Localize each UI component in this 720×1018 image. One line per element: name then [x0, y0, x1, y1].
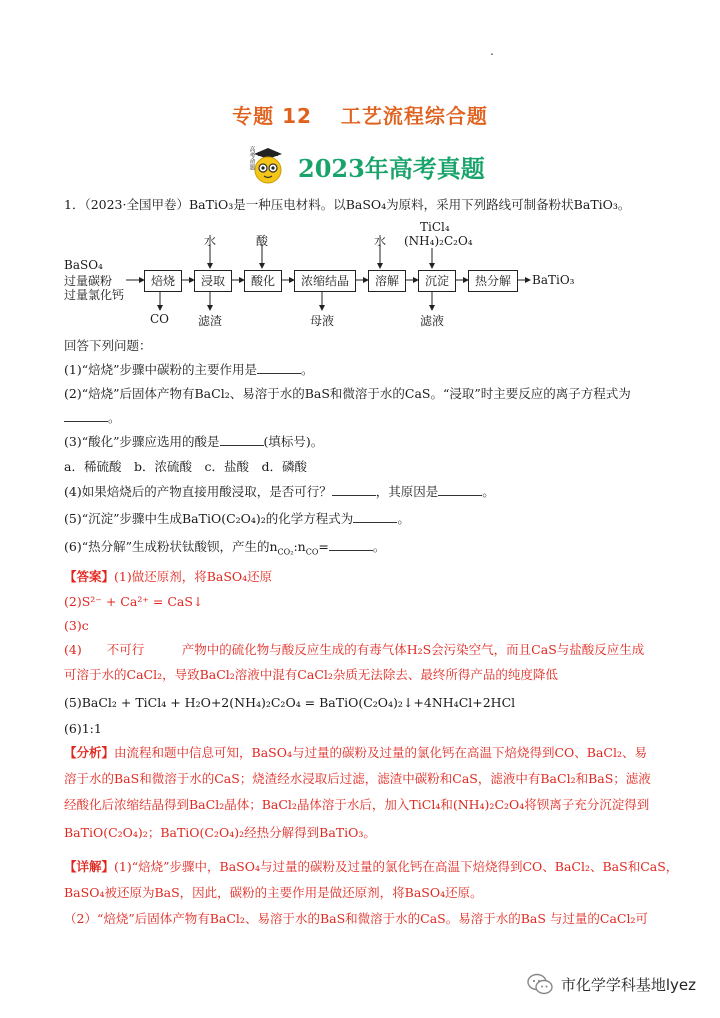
add-acid: 酸 [256, 234, 269, 248]
equals: = [318, 539, 329, 554]
add-ticl4: TiCl₄ [420, 220, 450, 234]
banner-badge-top: 高考 [248, 146, 255, 158]
answer-blank [353, 510, 397, 523]
question-3-options: a．稀硫酸 b．浓硫酸 c．盐酸 d．磷酸 [64, 459, 307, 474]
answer-blank [438, 483, 482, 496]
process-flow-diagram [64, 222, 624, 332]
detail-text-1: (1)“焙烧”步骤中，BaSO₄与过量的碳粉及过量的氯化钙在高温下焙烧得到CO、BaCl₂、BaS和CaS， [114, 859, 679, 874]
analysis-line1 [64, 744, 647, 762]
period: 。 [301, 362, 314, 377]
wechat-icon [527, 973, 553, 995]
question-5-text: (5)“沉淀”步骤中生成BaTiO(C₂O₄)₂的化学方程式为 [64, 511, 354, 526]
detail-line2: BaSO₄被还原为BaS，因此，碳粉的主要作用是做还原剂，将BaSO₄还原。 [64, 885, 483, 900]
step-decompose: 热分解 [468, 270, 518, 292]
answer-1 [64, 568, 272, 586]
step-acidify: 酸化 [244, 270, 282, 292]
step-concentrate: 浓缩结晶 [294, 270, 356, 292]
question-3 [64, 433, 323, 451]
answer-blank [332, 483, 376, 496]
output-mother-liquor: 母液 [310, 314, 335, 328]
output-residue: 滤渣 [198, 314, 223, 328]
sub-co2: CO₂ [277, 547, 294, 557]
question-4-mid: ，其原因是 [375, 484, 439, 499]
question-3-tail: (填标号)。 [263, 434, 324, 449]
input-cacl2: 过量氯化钙 [64, 288, 125, 302]
detail-tag: 【详解】 [64, 859, 115, 874]
question-prompt: 回答下列问题： [64, 338, 152, 353]
answer-3: (3)c [64, 618, 89, 633]
question-1 [64, 361, 314, 379]
banner-badge-bottom: 命题 [248, 158, 255, 170]
analysis-tag: 【分析】 [64, 745, 115, 760]
question-4 [64, 483, 495, 501]
answer-5: (5)BaCl₂ + TiCl₄ + H₂O+2(NH₄)₂C₂O₄ = BaTiO(C₂O₄)₂↓+4NH₄Cl+2HCl [64, 695, 516, 710]
sub-co: CO [305, 547, 319, 557]
banner-text: 2023年高考真题 [298, 153, 485, 183]
exam-banner [248, 146, 485, 186]
question-4-text: (4)如果焙烧后的产物直接用酸浸取，是否可行？ [64, 484, 332, 499]
question-3-text: (3)“酸化”步骤应选用的酸是 [64, 434, 220, 449]
output-filtrate: 滤液 [420, 314, 445, 328]
step-precipitate: 沉淀 [418, 270, 456, 292]
period: 。 [372, 539, 386, 554]
question-1-text: (1)“焙烧”步骤中碳粉的主要作用是 [64, 362, 257, 377]
question-2-blank [64, 409, 121, 427]
answer-blank [64, 409, 108, 422]
input-baso4: BaSO₄ [64, 258, 103, 272]
analysis-line3: 经酸化后浓缩结晶得到BaCl₂晶体；BaCl₂晶体溶于水后，加入TiCl₄和(NH₄)₂C₂O₄将钡离子充分沉淀得到 [64, 797, 650, 812]
answer-1-text: (1)做还原剂，将BaSO₄还原 [114, 569, 273, 584]
question-6 [64, 538, 385, 562]
answer-4-line1: (4) 不可行 产物中的硫化物与酸反应生成的有毒气体H₂S会污染空气，而且CaS与盐酸反应生成 [64, 642, 645, 657]
answer-blank [220, 433, 264, 446]
answer-4-line2: 可溶于水的CaCl₂，导致BaCl₂溶液中混有CaCl₂杂质无法除去、最终所得产品的纯度降低 [64, 667, 558, 682]
colon-n: :n [293, 539, 306, 554]
input-carbon: 过量碳粉 [64, 274, 113, 288]
answer-6: (6)1:1 [64, 721, 102, 736]
step-dissolve: 溶解 [368, 270, 406, 292]
period: 。 [108, 410, 121, 425]
output-co: CO [150, 312, 170, 326]
add-oxalate: (NH₄)₂C₂O₄ [404, 234, 473, 248]
analysis-text-1: 由流程和题中信息可知，BaSO₄与过量的碳粉及过量的氯化钙在高温下焙烧得到CO、BaCl₂、易 [114, 745, 648, 760]
step-roast: 焙烧 [144, 270, 182, 292]
period: 。 [397, 511, 410, 526]
add-water-1: 水 [204, 234, 217, 248]
answer-blank [257, 361, 301, 374]
answer-2: (2)S²⁻ + Ca²⁺ = CaS↓ [64, 594, 204, 609]
detail-line3: （2）“焙烧”后固体产物有BaCl₂、易溶于水的BaS和微溶于水的CaS。易溶于水的BaS 与过量的CaCl₂可 [64, 911, 648, 926]
question-6-text: (6)“热分解”生成粉状钛酸钡，产生的n [64, 539, 278, 554]
question-2: (2)“焙烧”后固体产物有BaCl₂、易溶于水的BaS和微溶于水的CaS。“浸取”时主要反应的离子方程式为 [64, 386, 631, 401]
answer-tag: 【答案】 [64, 569, 115, 584]
header-dot: . [490, 44, 494, 58]
question-5 [64, 510, 410, 528]
page-title: 专题 12 工艺流程综合题 [232, 104, 488, 128]
watermark-footer [527, 973, 696, 995]
product-batio3: BaTiO₃ [532, 273, 575, 287]
period: 。 [482, 484, 495, 499]
analysis-line2: 溶于水的BaS和微溶于水的CaS；烧渣经水浸取后过滤，滤渣中碳粉和CaS，滤液中有BaCl₂和BaS；滤液 [64, 771, 651, 786]
analysis-line4: BaTiO(C₂O₄)₂；BaTiO(C₂O₄)₂经热分解得到BaTiO₃。 [64, 825, 376, 840]
watermark-text: 市化学学科基地lyez [560, 975, 696, 994]
add-water-2: 水 [374, 234, 387, 248]
question-intro: 1．（2023·全国甲卷）BaTiO₃是一种压电材料。以BaSO₄为原料，采用下列路线可制备粉状BaTiO₃。 [64, 197, 631, 212]
answer-blank [329, 538, 373, 551]
detail-line1 [64, 858, 678, 876]
step-leach: 浸取 [194, 270, 232, 292]
